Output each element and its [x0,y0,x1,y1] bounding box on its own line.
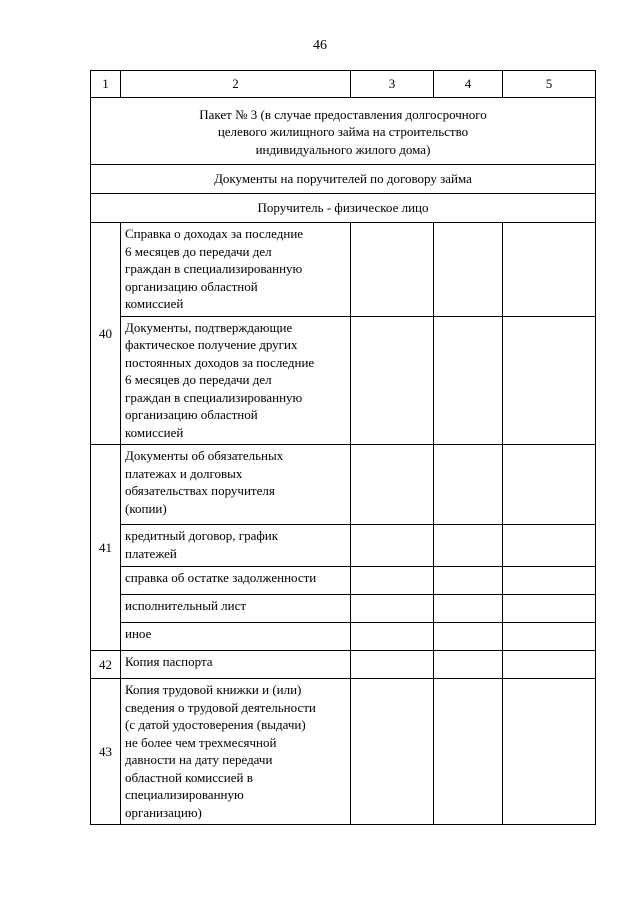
empty-cell [434,595,503,623]
empty-cell [351,525,434,567]
empty-cell [434,679,503,825]
empty-cell [351,445,434,525]
section-title-row [91,165,596,194]
header-col-5: 5 [503,71,596,98]
document-item: кредитный договор, график платежей [121,525,351,567]
header-row [91,71,596,98]
empty-cell [351,595,434,623]
document-item: исполнительный лист [121,595,351,623]
empty-cell [434,651,503,679]
empty-cell [434,567,503,595]
header-col-3: 3 [351,71,434,98]
table-row [91,623,596,651]
document-item: Документы, подтверждающие фактическое получение других постоянных доходов за последние 6 месяцев до передачи дел граждан в специализированную организацию областной комиссией [121,316,351,445]
empty-cell [503,316,596,445]
section-title: Документы на поручителей по договору займа [91,165,596,194]
table-row [91,525,596,567]
empty-cell [351,679,434,825]
row-number: 40 [91,223,121,445]
documents-table [90,70,596,825]
empty-cell [351,223,434,317]
document-item: справка об остатке задолженности [121,567,351,595]
table-row [91,316,596,445]
empty-cell [351,567,434,595]
empty-cell [503,445,596,525]
empty-cell [503,223,596,317]
empty-cell [503,623,596,651]
table-row [91,651,596,679]
document-item: Справка о доходах за последние 6 месяцев до передачи дел граждан в специализированную организацию областной комиссией [121,223,351,317]
empty-cell [434,525,503,567]
table-row [91,223,596,317]
table-row [91,679,596,825]
empty-cell [503,679,596,825]
empty-cell [434,445,503,525]
row-number: 42 [91,651,121,679]
package-title: Пакет № 3 (в случае предоставления долгосрочного целевого жилищного займа на строительство индивидуального жилого дома) [91,98,596,165]
empty-cell [351,316,434,445]
row-number: 41 [91,445,121,651]
empty-cell [503,651,596,679]
row-number: 43 [91,679,121,825]
empty-cell [434,316,503,445]
empty-cell [434,223,503,317]
empty-cell [434,623,503,651]
empty-cell [503,595,596,623]
empty-cell [503,525,596,567]
document-item: иное [121,623,351,651]
table-row [91,595,596,623]
header-col-4: 4 [434,71,503,98]
header-col-1: 1 [91,71,121,98]
subsection-title-row [91,194,596,223]
subsection-title: Поручитель - физическое лицо [91,194,596,223]
document-item: Копия паспорта [121,651,351,679]
page-number: 46 [313,38,327,53]
document-item: Документы об обязательных платежах и долговых обязательствах поручителя (копии) [121,445,351,525]
empty-cell [503,567,596,595]
table-row [91,445,596,525]
package-title-row [91,98,596,165]
empty-cell [351,623,434,651]
empty-cell [351,651,434,679]
table-row [91,567,596,595]
header-col-2: 2 [121,71,351,98]
document-item: Копия трудовой книжки и (или) сведения о трудовой деятельности (с датой удостоверения (выдачи) не более чем трехмесячной давности на дату передачи областной комиссией в специализированную организацию) [121,679,351,825]
